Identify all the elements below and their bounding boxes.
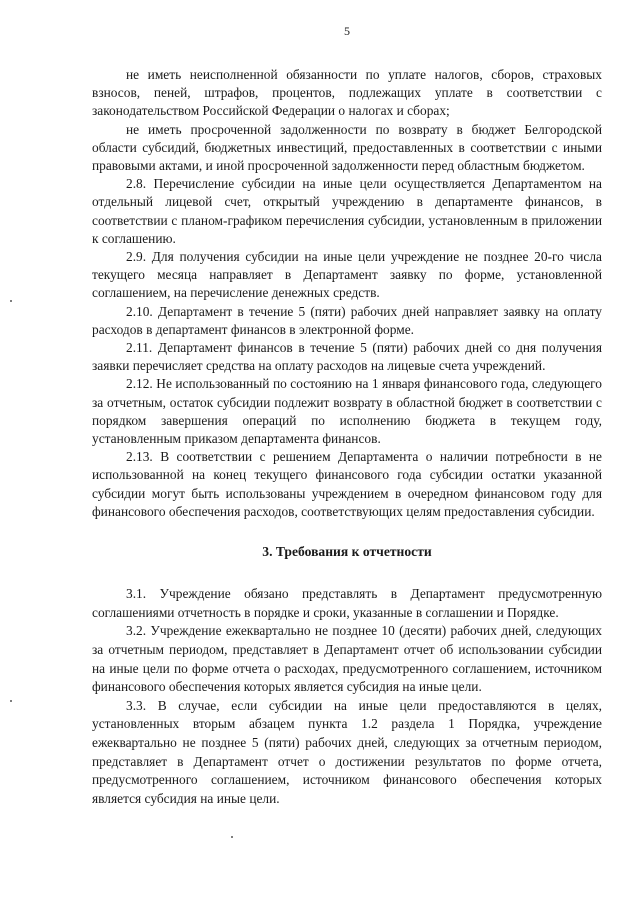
paragraph-tax-obligations: не иметь неисполненной обязанности по уплате налогов, сборов, страховых взносов, пеней, штрафов, процентов, подлежащих уплате в соответствии с законодательством Российской Федерации о налогах и сборах;	[92, 67, 602, 119]
scan-speck	[10, 700, 12, 702]
section-3-heading: 3. Требования к отчетности	[262, 544, 432, 560]
paragraph-2-11: 2.11. Департамент финансов в течение 5 (пяти) рабочих дней со дня получения заявки перечисляет средства на оплату расходов на лицевые счета учреждений.	[92, 340, 602, 374]
paragraph-2-12: 2.12. Не использованный по состоянию на 1 января финансового года, следующего за отчетным, остаток субсидии подлежит возврату в областной бюджет в соответствии с порядком завершения операций по исполнению бюджета в текущем году, установленным приказом департамента финансов.	[92, 376, 602, 447]
paragraph-2-13: 2.13. В соответствии с решением Департамента о наличии потребности в не использованной на конец текущего финансового года субсидии остатки указанной субсидии могут быть использованы учреждением в очередном финансовом году для финансового обеспечения расходов, соответствующих целям предоставления субсидии.	[92, 449, 602, 519]
paragraph-2-8: 2.8. Перечисление субсидии на иные цели осуществляется Департаментом на отдельный лицевой счет, открытый учреждению в департаменте финансов, в соответствии с планом-графиком перечисления субсидии, установленным в приложении к соглашению.	[92, 176, 602, 246]
paragraph-2-9: 2.9. Для получения субсидии на иные цели учреждение не позднее 20-го числа текущего месяца направляет в Департамент заявку по форме, установленной соглашением, на перечисление денежных средств.	[92, 249, 602, 301]
section-2-body	[92, 66, 602, 521]
section-3-body	[92, 585, 602, 808]
scan-speck	[231, 836, 233, 838]
paragraph-3-3: 3.3. В случае, если субсидии на иные цели предоставляются в целях, установленных вторым абзацем пункта 1.2 раздела 1 Порядка, учреждение ежеквартально не позднее 5 (пяти) рабочих дней, следующих за отчетным периодом, представляет в Департамент отчет о достижении результатов по форме отчета, предусмотренного соглашением, источником финансового обеспечения которых является субсидия на иные цели.	[92, 697, 602, 806]
page-number: 5	[344, 24, 350, 38]
scan-speck	[10, 300, 12, 302]
paragraph-3-2: 3.2. Учреждение ежеквартально не позднее 10 (десяти) рабочих дней, следующих за отчетным периодом, представляет в Департамент отчет об использовании субсидии на иные цели по форме отчета о расходах, предусмотренного соглашением, источником финансового обеспечения которых является субсидия на иные цели.	[92, 623, 602, 695]
paragraph-3-1: 3.1. Учреждение обязано представлять в Департамент предусмотренную соглашениями отчетность в порядке и сроки, указанные в соглашении и Порядке.	[92, 586, 602, 620]
paragraph-overdue-debt: не иметь просроченной задолженности по возврату в бюджет Белгородской области субсидий, бюджетных инвестиций, предоставленных в соответствии с иными правовыми актами, и иной просроченной задолженности перед областным бюджетом.	[92, 121, 602, 174]
paragraph-2-10: 2.10. Департамент в течение 5 (пяти) рабочих дней направляет заявку на оплату расходов в департамент финансов в электронной форме.	[92, 303, 602, 337]
